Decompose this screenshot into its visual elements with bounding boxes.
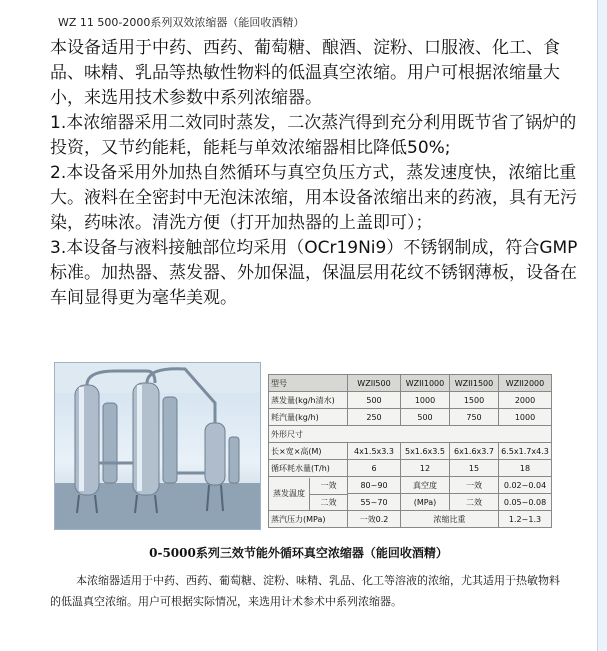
section-caption: 0-5000系列三效节能外循环真空浓缩器（能回收酒精） [149,546,448,560]
feature-2: 2.本设备采用外加热自然循环与真空负压方式，蒸发速度快，浓缩比重大。液料在全密封中无泡沫浓缩，用本设备浓缩出来的药液，具有无污染，药味浓。清洗方便（打开加热器的上盖即可）； [50,163,577,233]
table-cell: 80~90 [348,477,401,494]
table-row [269,477,552,494]
table-cell: 蒸发量(kg/h清水) [269,392,348,409]
table-cell: 500 [348,392,401,409]
feature-3: 3.本设备与液料接触部位均采用（OCr19Ni9）不锈钢制成，符合GMP标准。加热器、蒸发器、外加保温，保温层用花纹不锈钢薄板，设备在车间显得更为毫华美观。 [50,238,578,308]
table-header-cell: WZII1500 [450,375,499,392]
table-row [269,511,552,528]
table-cell: 750 [450,409,499,426]
table-row [269,443,552,460]
table-cell: (MPa) [401,494,450,511]
table-row [269,460,552,477]
description-block [50,36,590,311]
table-cell: 真空度 [401,477,450,494]
table-cell: 6.5x1.7x4.3 [499,443,552,460]
table-cell: 2000 [499,392,552,409]
table-cell: 6x1.6x3.7 [450,443,499,460]
table-cell: 500 [401,409,450,426]
effect-1-label: 一效 [310,478,347,495]
table-cell: 0.05~0.08 [499,494,552,511]
table-header-cell: 型号 [269,375,348,392]
table-cell: 浓缩比重 [401,511,499,528]
table-cell: 1500 [450,392,499,409]
table-cell: 1.2~1.3 [499,511,552,528]
table-cell: 蒸汽压力(MPa) [269,511,348,528]
table-cell: 循环耗水量(T/h) [269,460,348,477]
temp-label: 蒸发温度 [269,478,310,510]
table-cell: 1000 [499,409,552,426]
table-cell: 二效 [450,494,499,511]
description-paragraph: 本浓缩器适用于中药、西药、葡萄糖、淀粉、味精、乳品、化工等溶液的浓缩，尤其适用于热敏物料的低温真空浓缩。用户可根据实际情况，来选用计术参术中系列浓缩器。 [50,574,560,608]
table-cell: 外形尺寸 [269,426,552,443]
table-cell: 0.02~0.04 [499,477,552,494]
effect-2-label: 二效 [320,497,337,507]
table-cell: 一效 [450,477,499,494]
table-row [269,409,552,426]
table-cell: 5x1.6x3.5 [401,443,450,460]
equipment-photo [54,362,261,530]
table-header-row [269,375,552,392]
table-cell: 一效0.2 [348,511,401,528]
table-cell [269,477,348,511]
table-cell: 55~70 [348,494,401,511]
table-cell: 15 [450,460,499,477]
table-header-cell: WZII1000 [401,375,450,392]
table-cell: 18 [499,460,552,477]
product-title: WZ 11 500-2000系列双效浓缩器（能回收酒精） [58,16,305,29]
feature-1: 1.本浓缩器采用二效同时蒸发，二次蒸汽得到充分利用既节省了锅炉的投资，又节约能耗，能耗与单效浓缩器相比降低50%; [50,113,577,158]
table-cell: 1000 [401,392,450,409]
table-row [269,392,552,409]
table-cell: 12 [401,460,450,477]
table-cell: 250 [348,409,401,426]
table-header-cell: WZII500 [348,375,401,392]
table-cell: 4x1.5x3.3 [348,443,401,460]
spec-table [268,374,552,528]
table-header-cell: WZII2000 [499,375,552,392]
table-cell: 6 [348,460,401,477]
table-row [269,426,552,443]
table-cell: 耗汽量(kg/h) [269,409,348,426]
table-cell: 长×宽×高(M) [269,443,348,460]
intro-paragraph: 本设备适用于中药、西药、葡萄糖、酿酒、淀粉、口服液、化工、食品、味精、乳品等热敏性物料的低温真空浓缩。用户可根据浓缩量大小，来选用技术参数中系列浓缩器。 [50,38,560,108]
